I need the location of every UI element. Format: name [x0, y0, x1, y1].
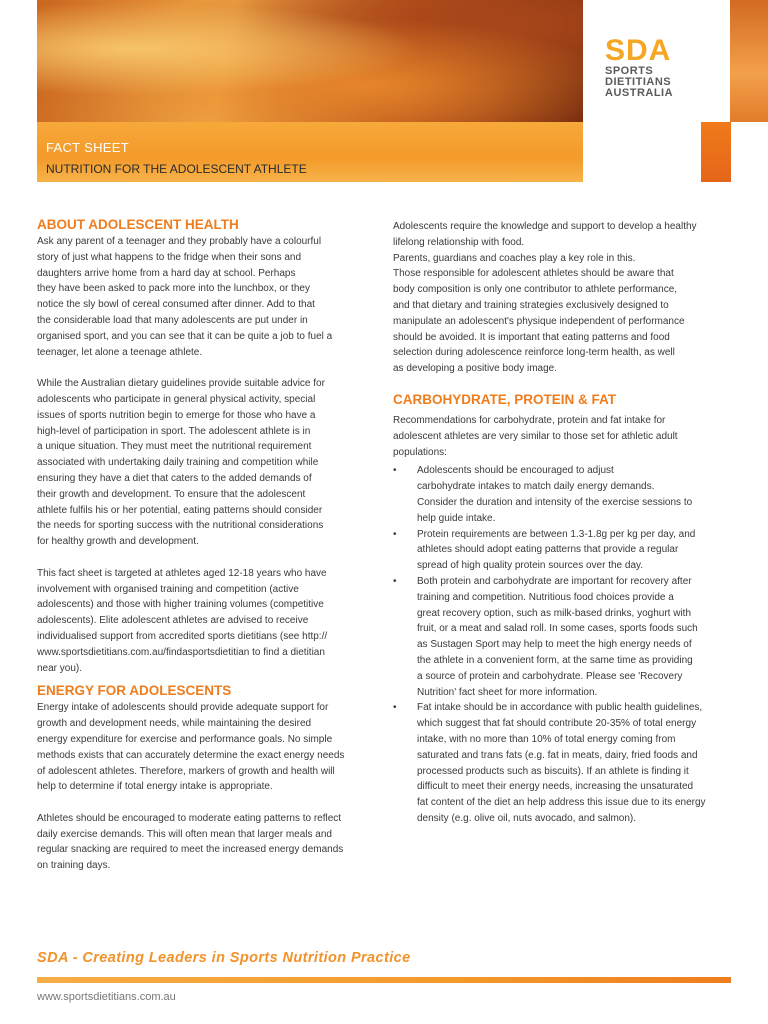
list-item — [393, 527, 738, 574]
heading-about-adolescent-health: ABOUT ADOLESCENT HEALTH — [37, 217, 239, 232]
text-line: • Both protein and carbohydrate are important for recovery after — [417, 575, 692, 587]
logo-line: DIETITIANS — [605, 76, 672, 88]
text-line: methods exists that can accurately determine the exact energy needs — [37, 749, 345, 761]
text-line: great recovery option, such as milk-based drinks, yoghurt with — [417, 607, 692, 619]
text-line: notice the sly bowl of cereal consumed after dinner. Add to that — [37, 299, 315, 311]
text-line: athletes should adopt eating patterns that provide a regular — [417, 544, 679, 556]
text-line: adolescents who participate in general physical activity, special — [37, 393, 316, 405]
text-line: their growth and development. To ensure that the adolescent — [37, 488, 306, 500]
text-line: regular snacking are required to meet the increased energy demands — [37, 844, 344, 856]
text-line: organised sport, and you can see that it can be quite a job to fuel a — [37, 330, 333, 342]
text-line: should be avoided. It is important that eating patterns and food — [393, 331, 670, 343]
text-line: the needs for sporting success with the nutritional considerations — [37, 520, 324, 532]
footer-divider — [37, 977, 731, 983]
text-line: growth and development needs, while maintaining the desired — [37, 718, 312, 730]
text-line: Consider the duration and intensity of the exercise sessions to — [417, 496, 693, 508]
text-line: www.sportsdietitians.com.au/findasportsdietitian to find a dietitian — [37, 646, 325, 658]
text-line: and that dietary and training strategies exclusively designed to — [393, 299, 669, 311]
text-line: adolescents) and those with higher training volumes (competitive — [37, 599, 324, 611]
text-line: energy expenditure for exercise and performance goals. No simple — [37, 733, 333, 745]
heading-energy-for-adolescents: ENERGY FOR ADOLESCENTS — [37, 683, 232, 699]
text-line: • Fat intake should be in accordance with public health guidelines, — [417, 702, 703, 714]
text-line: the considerable load that many adolescents are put under in — [37, 314, 308, 326]
text-line: processed products such as biscuits). If an athlete is finding it — [417, 765, 689, 777]
side-accent-tab — [701, 122, 731, 182]
logo-mark: SDA — [605, 34, 672, 67]
left-column — [37, 216, 382, 874]
text-line: of adolescent athletes. Therefore, markers of growth and health will — [37, 765, 335, 777]
paragraph — [393, 413, 738, 460]
text-line: While the Australian dietary guidelines provide suitable advice for — [37, 378, 325, 390]
text-line: they have been asked to pack more into the lunchbox, or they — [37, 283, 310, 295]
logo-line: SPORTS — [605, 65, 654, 77]
logo-line: AUSTRALIA — [605, 87, 674, 99]
text-line: adolescent athletes are very similar to those set for athletic adult — [393, 430, 678, 442]
text-line: teenager, let alone a teenage athlete. — [37, 346, 203, 358]
text-line: • Adolescents should be encouraged to adjust — [417, 465, 614, 477]
text-line: a unique situation. They must meet the nutritional requirement — [37, 441, 312, 453]
text-line: individualised support from accredited sports dietitians (see http:// — [37, 630, 328, 642]
text-line: populations: — [393, 446, 447, 458]
paragraph — [37, 811, 382, 874]
footer-tagline: SDA - Creating Leaders in Sports Nutrition Practice — [37, 950, 411, 966]
text-line: manipulate an adolescent's physique independent of performance — [393, 315, 685, 327]
list-item — [393, 463, 738, 526]
paragraph — [37, 234, 382, 360]
text-line: Athletes should be encouraged to moderate eating patterns to reflect — [37, 812, 342, 824]
list-item — [393, 700, 738, 826]
text-line: daughters arrive home from a hard day at school. Perhaps — [37, 267, 296, 279]
text-line: density (e.g. olive oil, nuts avocado, and salmon). — [417, 812, 637, 824]
text-line: adolescents). Elite adolescent athletes are advised to receive — [37, 615, 309, 627]
text-line: carbohydrate intakes to match daily energy demands. — [417, 481, 655, 493]
text-line: near you). — [37, 662, 83, 674]
text-line: body composition is only one contributor to athlete performance, — [393, 284, 678, 296]
text-line: for healthy growth and development. — [37, 536, 199, 548]
text-line: lifelong relationship with food. — [393, 236, 525, 248]
text-line: This fact sheet is targeted at athletes aged 12-18 years who have — [37, 567, 327, 579]
text-line: Parents, guardians and coaches play a key role in this. — [393, 252, 636, 264]
text-line: Energy intake of adolescents should provide adequate support for — [37, 702, 329, 714]
text-line: intake, with no more than 10% of total energy coming from — [417, 733, 676, 745]
text-line: • Protein requirements are between 1.3-1.8g per kg per day, and — [417, 528, 696, 540]
paragraph — [393, 219, 738, 377]
text-line: Those responsible for adolescent athletes should be aware that — [393, 268, 674, 280]
text-line: issues of sports nutrition begin to emerge for those who have a — [37, 409, 316, 421]
text-line: as Sustagen Sport may help to meet the high energy needs of — [417, 639, 692, 651]
list-item — [393, 574, 738, 700]
text-line: difficult to meet their energy needs, increasing the unsaturated — [417, 781, 694, 793]
text-line: Recommendations for carbohydrate, protein and fat intake for — [393, 414, 666, 426]
text-line: which suggest that fat should contribute 20-35% of total energy — [417, 718, 697, 730]
paragraph — [37, 376, 382, 550]
text-line: on training days. — [37, 860, 111, 872]
text-line: Ask any parent of a teenager and they probably have a colourful — [37, 236, 322, 247]
nutrient-bullet-list — [393, 463, 738, 826]
fact-sheet-banner — [37, 122, 583, 182]
text-line: spread of high quality protein sources over the day. — [417, 560, 644, 572]
text-line: saturated and trans fats (e.g. fat in meats, dairy, fried foods and — [417, 749, 698, 761]
text-line: a source of protein and carbohydrate. Please see 'Recovery — [417, 670, 683, 682]
text-line: Adolescents require the knowledge and support to develop a healthy — [393, 221, 697, 232]
text-line: selection during adolescence reinforce long-term health, as well — [393, 347, 675, 359]
text-line: associated with undertaking daily training and competition while — [37, 457, 319, 469]
text-line: high-level of participation in sport. The adolescent athlete is in — [37, 425, 311, 437]
text-line: involvement with organised training and competition (active — [37, 583, 299, 595]
text-line: help to determine if total energy intake is appropriate. — [37, 781, 273, 793]
footer-url-link[interactable]: www.sportsdietitians.com.au — [37, 991, 176, 1003]
header-photo — [37, 0, 583, 122]
heading-carbohydrate-protein-fat: CARBOHYDRATE, PROTEIN & FAT — [393, 391, 617, 407]
sda-logo — [605, 36, 685, 99]
text-line: training and competition. Nutritious food choices provide a — [417, 591, 674, 603]
paragraph — [37, 700, 382, 795]
text-line: athlete fulfils his or her potential, eating patterns should consider — [37, 504, 323, 516]
text-line: Nutrition' fact sheet for more information. — [417, 686, 598, 698]
text-line: as developing a positive body image. — [393, 363, 557, 375]
text-line: fruit, or a meat and salad roll. In some cases, sports foods such — [417, 623, 698, 635]
text-line: fat content of the diet an help address this issue due to its energy — [417, 797, 706, 809]
right-column — [393, 219, 738, 827]
banner-title: FACT SHEET — [46, 140, 129, 155]
text-line: ensuring they have a diet that caters to the added demands of — [37, 472, 312, 484]
paragraph — [37, 566, 382, 677]
banner-subtitle: NUTRITION FOR THE ADOLESCENT ATHLETE — [46, 162, 307, 176]
text-line: help guide intake. — [417, 512, 496, 524]
text-line: the athlete in a convenient form, at the same time as providing — [417, 654, 693, 666]
text-line: story of just what happens to the fridge when their sons and — [37, 251, 302, 263]
header-photo-strip — [730, 0, 768, 122]
text-line: daily exercise demands. This will often mean that larger meals and — [37, 828, 332, 840]
